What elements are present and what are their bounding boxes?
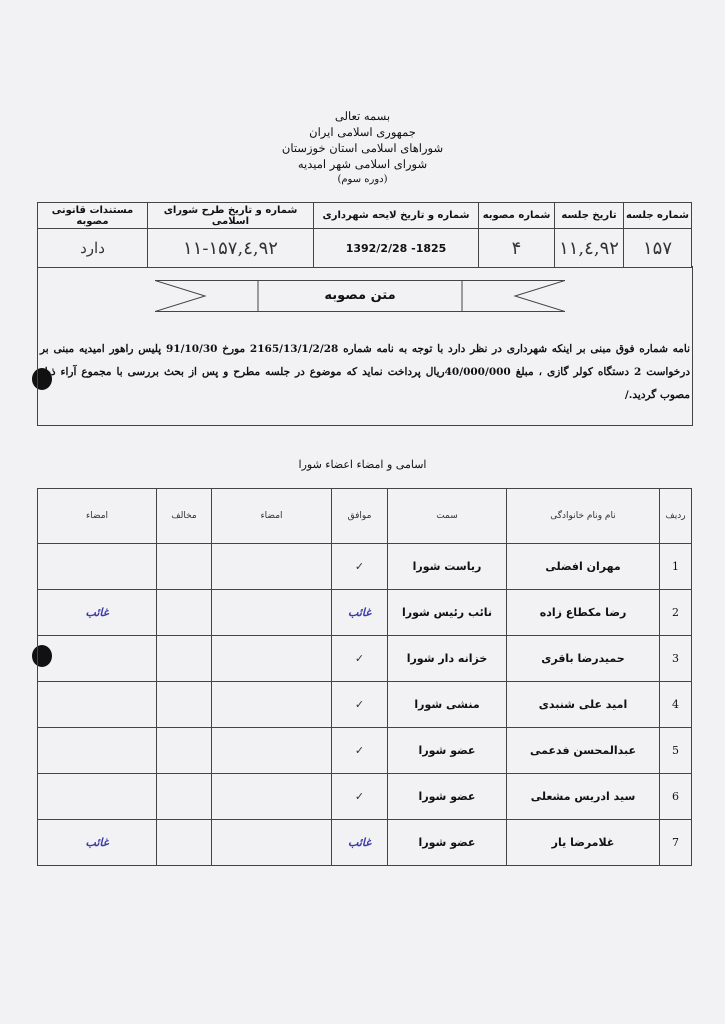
- agree-mark: ✓: [332, 728, 388, 774]
- signature: [38, 728, 157, 774]
- col-header: شماره مصوبه: [479, 203, 555, 229]
- member-role: ریاست شورا: [388, 544, 507, 590]
- col-header: شماره جلسه: [624, 203, 692, 229]
- session-number: ۱۵۷: [624, 229, 692, 268]
- table-row: [38, 774, 692, 820]
- member-name: عبدالمحسن فدعمی: [507, 728, 660, 774]
- table-row: [38, 728, 692, 774]
- agree-mark: ✓: [332, 636, 388, 682]
- header-line: جمهوری اسلامی ایران: [309, 125, 416, 139]
- members-title: اسامی و امضاء اعضاء شورا: [298, 458, 427, 471]
- col-header: امضاء: [212, 489, 332, 544]
- table-row: [38, 544, 692, 590]
- row-number: 6: [660, 774, 692, 820]
- agree-mark: ✓: [332, 682, 388, 728]
- col-header: شماره و تاریخ طرح شورای اسلامی: [148, 203, 314, 229]
- member-name: سید ادریس مشعلی: [507, 774, 660, 820]
- member-role: خزانه دار شورا: [388, 636, 507, 682]
- row-number: 3: [660, 636, 692, 682]
- disagree-mark: [157, 544, 212, 590]
- members-table: [37, 488, 692, 866]
- col-header: موافق: [332, 489, 388, 544]
- resolution-number: ۴: [479, 229, 555, 268]
- signature: [212, 774, 332, 820]
- col-header: مخالف: [157, 489, 212, 544]
- member-name: غلامرضا یار: [507, 820, 660, 866]
- signature: [212, 728, 332, 774]
- disagree-mark: [157, 774, 212, 820]
- session-date: ۹۲,٤,۱۱: [555, 229, 624, 268]
- signature: [212, 636, 332, 682]
- resolution-heading: متن مصوبه: [324, 288, 396, 303]
- header-line: شورای اسلامی شهر امیدیه: [297, 157, 428, 171]
- signature: [38, 544, 157, 590]
- table-row: [38, 820, 692, 866]
- signature: [212, 820, 332, 866]
- row-number: 4: [660, 682, 692, 728]
- col-header: تاریخ جلسه: [555, 203, 624, 229]
- agree-mark: ✓: [332, 544, 388, 590]
- signature: [212, 544, 332, 590]
- member-name: رضا مکطاع زاده: [507, 590, 660, 636]
- signature: [38, 636, 157, 682]
- header-line: (دوره سوم): [337, 174, 388, 185]
- disagree-mark: [157, 636, 212, 682]
- signature: [38, 774, 157, 820]
- col-header: شماره و تاریخ لایحه شهرداری: [314, 203, 479, 229]
- header-line: بسمه تعالی: [334, 109, 391, 123]
- row-number: 7: [660, 820, 692, 866]
- col-header: نام ونام خانوادگی: [507, 489, 660, 544]
- header-line: شوراهای اسلامی استان خوزستان: [281, 141, 444, 155]
- resolution-text: نامه شماره فوق مبنی بر اینکه شهرداری در نظر دارد با توجه به نامه شماره 2165/13/1/2/28 مورخ 91/10/30 پلیس راهور امیدیه مبنی بر درخواست 2 دستگاه کولر گازی ، مبلغ 40/000/000ریال پرداخت نماید که موضوع در جلسه مطرح و پس از بحث بررسی با مجموع آراء ذیل مصوب گردید./: [40, 343, 691, 401]
- member-name: حمیدرضا باقری: [507, 636, 660, 682]
- signature: غائب: [38, 820, 157, 866]
- member-role: عضو شورا: [388, 728, 507, 774]
- table-row: [38, 682, 692, 728]
- disagree-mark: [157, 590, 212, 636]
- col-header: مستندات قانونی مصوبه: [38, 203, 148, 229]
- row-number: 1: [660, 544, 692, 590]
- bill-number-date: 1392/2/28 -1825: [314, 229, 479, 268]
- agree-mark: غائب: [332, 590, 388, 636]
- table-row: [38, 636, 692, 682]
- table-row: [38, 590, 692, 636]
- member-name: امید علی شنبدی: [507, 682, 660, 728]
- col-header: ردیف: [660, 489, 692, 544]
- signature: [212, 682, 332, 728]
- col-header: امضاء: [38, 489, 157, 544]
- disagree-mark: [157, 820, 212, 866]
- member-name: مهران افضلی: [507, 544, 660, 590]
- row-number: 5: [660, 728, 692, 774]
- row-number: 2: [660, 590, 692, 636]
- plan-number-date: ۹۲,٤,۱۱-۱۵۷: [148, 229, 314, 268]
- agree-mark: ✓: [332, 774, 388, 820]
- member-role: نائب رئیس شورا: [388, 590, 507, 636]
- member-role: منشی شورا: [388, 682, 507, 728]
- meta-table: [37, 202, 692, 268]
- col-header: سمت: [388, 489, 507, 544]
- member-role: عضو شورا: [388, 774, 507, 820]
- agree-mark: غائب: [332, 820, 388, 866]
- signature: غائب: [38, 590, 157, 636]
- legal-documents: دارد: [38, 229, 148, 268]
- member-role: عضو شورا: [388, 820, 507, 866]
- signature: [212, 590, 332, 636]
- disagree-mark: [157, 682, 212, 728]
- signature: [38, 682, 157, 728]
- disagree-mark: [157, 728, 212, 774]
